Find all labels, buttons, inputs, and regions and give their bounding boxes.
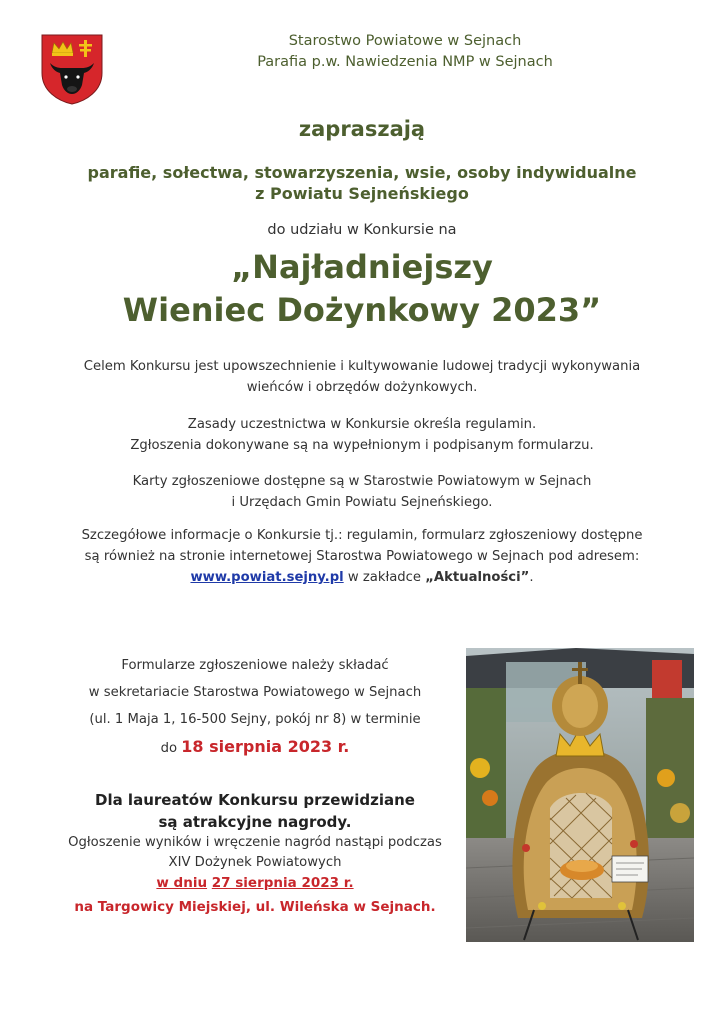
participants-line-2: z Powiatu Sejneńskiego xyxy=(255,184,469,203)
submission-block xyxy=(60,652,450,762)
submission-line-1: Formularze zgłoszeniowe należy składać xyxy=(121,658,389,673)
coat-of-arms-icon xyxy=(40,33,104,105)
goal-line-1: Celem Konkursu jest upowszechnienie i kultywowanie ludowej tradycji wykonywania xyxy=(83,359,641,374)
details-line-3 xyxy=(0,567,724,588)
participants-line-1: parafie, sołectwa, stowarzyszenia, wsie, osoby indywidualne xyxy=(87,163,637,182)
contest-title-line-1: „Najładniejszy xyxy=(231,248,493,286)
cards-line-1: Karty zgłoszeniowe dostępne są w Starostwie Powiatowym w Sejnach xyxy=(132,474,592,489)
harvest-wreath-photo xyxy=(466,648,694,942)
invite-heading: zapraszają xyxy=(298,117,426,141)
participants xyxy=(0,162,724,204)
website-link[interactable]: www.powiat.sejny.pl xyxy=(190,570,344,585)
details-line-1: Szczegółowe informacje o Konkursie tj.: regulamin, formularz zgłoszeniowy dostępne xyxy=(81,528,643,543)
rules-paragraph xyxy=(0,414,724,456)
details-tab-name: „Aktualności” xyxy=(425,570,530,585)
details-tab-prefix: w zakładce xyxy=(347,570,422,585)
details-line-2: są również na stronie internetowej Starostwa Powiatowego w Sejnach pod adresem: xyxy=(84,549,640,564)
deadline-line xyxy=(60,733,450,762)
rules-line-2: Zgłoszenia dokonywane są na wypełnionym i podpisanym formularzu. xyxy=(130,438,594,453)
prizes-line-2: są atrakcyjne nagrody. xyxy=(158,813,352,831)
rules-line-1: Zasady uczestnictwa w Konkursie określa regulamin. xyxy=(187,417,537,432)
prizes-block xyxy=(60,789,450,919)
prizes-line-1: Dla laureatów Konkursu przewidziane xyxy=(95,791,415,809)
deadline-prefix: do xyxy=(160,741,178,756)
goal-line-2: wieńców i obrzędów dożynkowych. xyxy=(246,380,478,395)
prizes-line-3: Ogłoszenie wyników i wręczenie nagród nastąpi podczas xyxy=(68,835,442,850)
submission-line-2: w sekretariacie Starostwa Powiatowego w Sejnach xyxy=(88,685,422,700)
prizes-line-4: XIV Dożynek Powiatowych xyxy=(168,855,342,870)
submission-line-3: (ul. 1 Maja 1, 16-500 Sejny, pokój nr 8) w terminie xyxy=(89,712,421,727)
contest-title-line-2: Wieniec Dożynkowy 2023” xyxy=(122,291,602,329)
event-date-line xyxy=(60,873,450,893)
details-paragraph xyxy=(0,525,724,588)
organizer-line-2: Parafia p.w. Nawiedzenia NMP w Sejnach xyxy=(257,54,553,70)
cards-line-2: i Urzędach Gmin Powiatu Sejneńskiego. xyxy=(231,495,493,510)
contest-title xyxy=(0,246,724,332)
event-date: 27 sierpnia 2023 r. xyxy=(211,875,354,891)
event-date-prefix: w dniu xyxy=(156,875,208,891)
deadline-date: 18 sierpnia 2023 r. xyxy=(181,737,350,756)
details-line-end: . xyxy=(529,570,534,585)
event-place: na Targowicy Miejskiej, ul. Wileńska w Sejnach. xyxy=(74,899,436,915)
organizer-line-1: Starostwo Powiatowe w Sejnach xyxy=(288,33,522,49)
goal-paragraph xyxy=(0,356,724,398)
contest-intro: do udziału w Konkursie na xyxy=(267,222,457,238)
cards-paragraph xyxy=(0,471,724,513)
